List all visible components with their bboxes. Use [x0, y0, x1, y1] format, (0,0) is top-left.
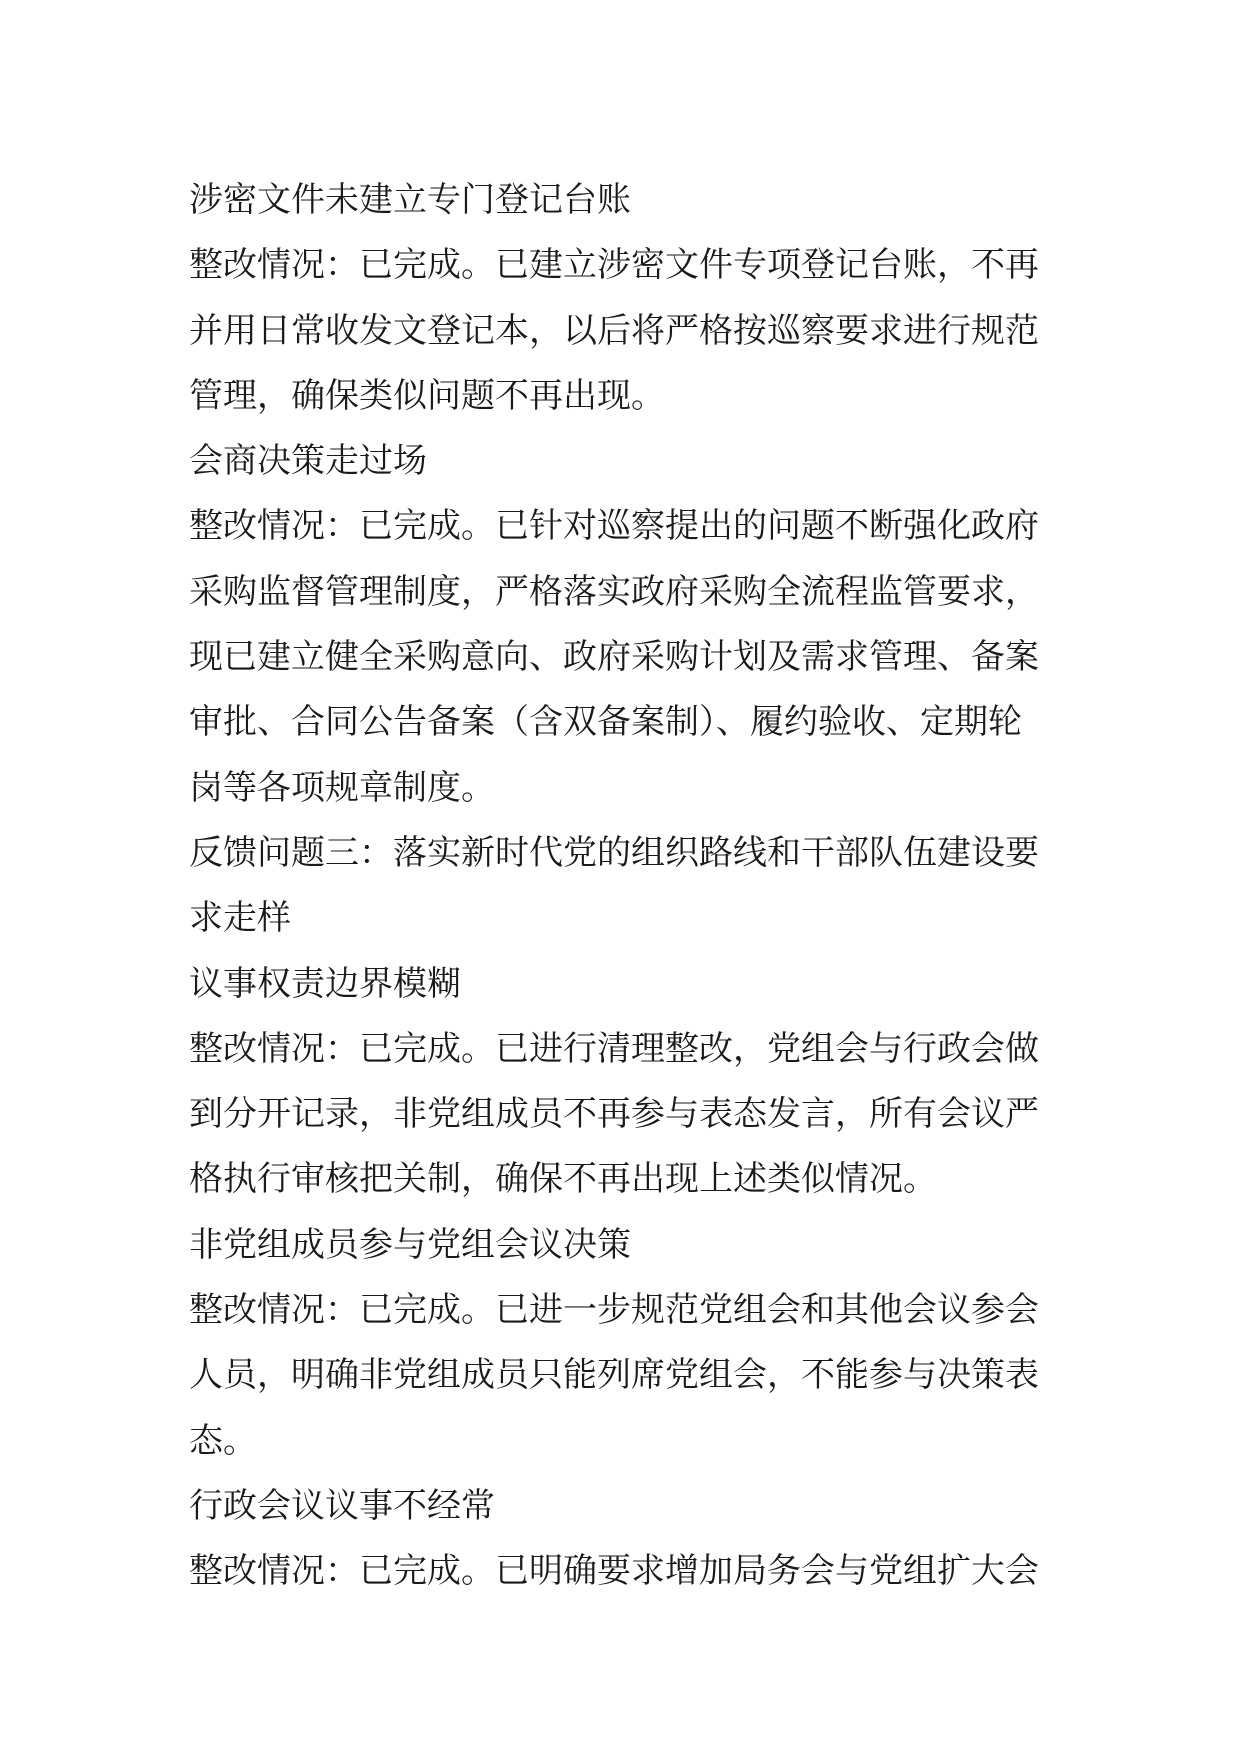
- text-line: 管理，确保类似问题不再出现。: [189, 375, 665, 416]
- text-line: 审批、合同公告备案（含双备案制）、履约验收、定期轮: [189, 702, 1022, 743]
- text-line: 态。: [189, 1420, 257, 1461]
- section-heading: 行政会议议事不经常: [189, 1485, 495, 1526]
- text-line: 整改情况：已完成。已进行清理整改，党组会与行政会做: [189, 1028, 1039, 1069]
- issue-heading: 求走样: [189, 898, 291, 939]
- text-line: 采购监督管理制度，严格落实政府采购全流程监管要求，: [189, 571, 1039, 612]
- text-line: 整改情况：已完成。已明确要求增加局务会与党组扩大会: [189, 1551, 1039, 1592]
- section-heading: 议事权责边界模糊: [189, 963, 461, 1004]
- issue-heading: 反馈问题三：落实新时代党的组织路线和干部队伍建设要: [189, 832, 1039, 873]
- text-line: 整改情况：已完成。已建立涉密文件专项登记台账，不再: [189, 245, 1039, 286]
- text-line: 现已建立健全采购意向、政府采购计划及需求管理、备案: [189, 637, 1039, 678]
- text-line: 到分开记录，非党组成员不再参与表态发言，所有会议严: [189, 1094, 1039, 1135]
- text-line: 并用日常收发文登记本，以后将严格按巡察要求进行规范: [189, 310, 1039, 351]
- section-heading: 涉密文件未建立专门登记台账: [189, 180, 631, 220]
- document-body: [189, 168, 1069, 1605]
- section-heading: 非党组成员参与党组会议决策: [189, 1224, 631, 1265]
- text-line: 整改情况：已完成。已针对巡察提出的问题不断强化政府: [189, 506, 1039, 547]
- text-line: 整改情况：已完成。已进一步规范党组会和其他会议参会: [189, 1290, 1039, 1331]
- text-line: 岗等各项规章制度。: [189, 767, 495, 808]
- text-line: 格执行审核把关制，确保不再出现上述类似情况。: [189, 1159, 937, 1200]
- text-line: 人员，明确非党组成员只能列席党组会，不能参与决策表: [189, 1355, 1039, 1396]
- section-heading: 会商决策走过场: [189, 441, 427, 482]
